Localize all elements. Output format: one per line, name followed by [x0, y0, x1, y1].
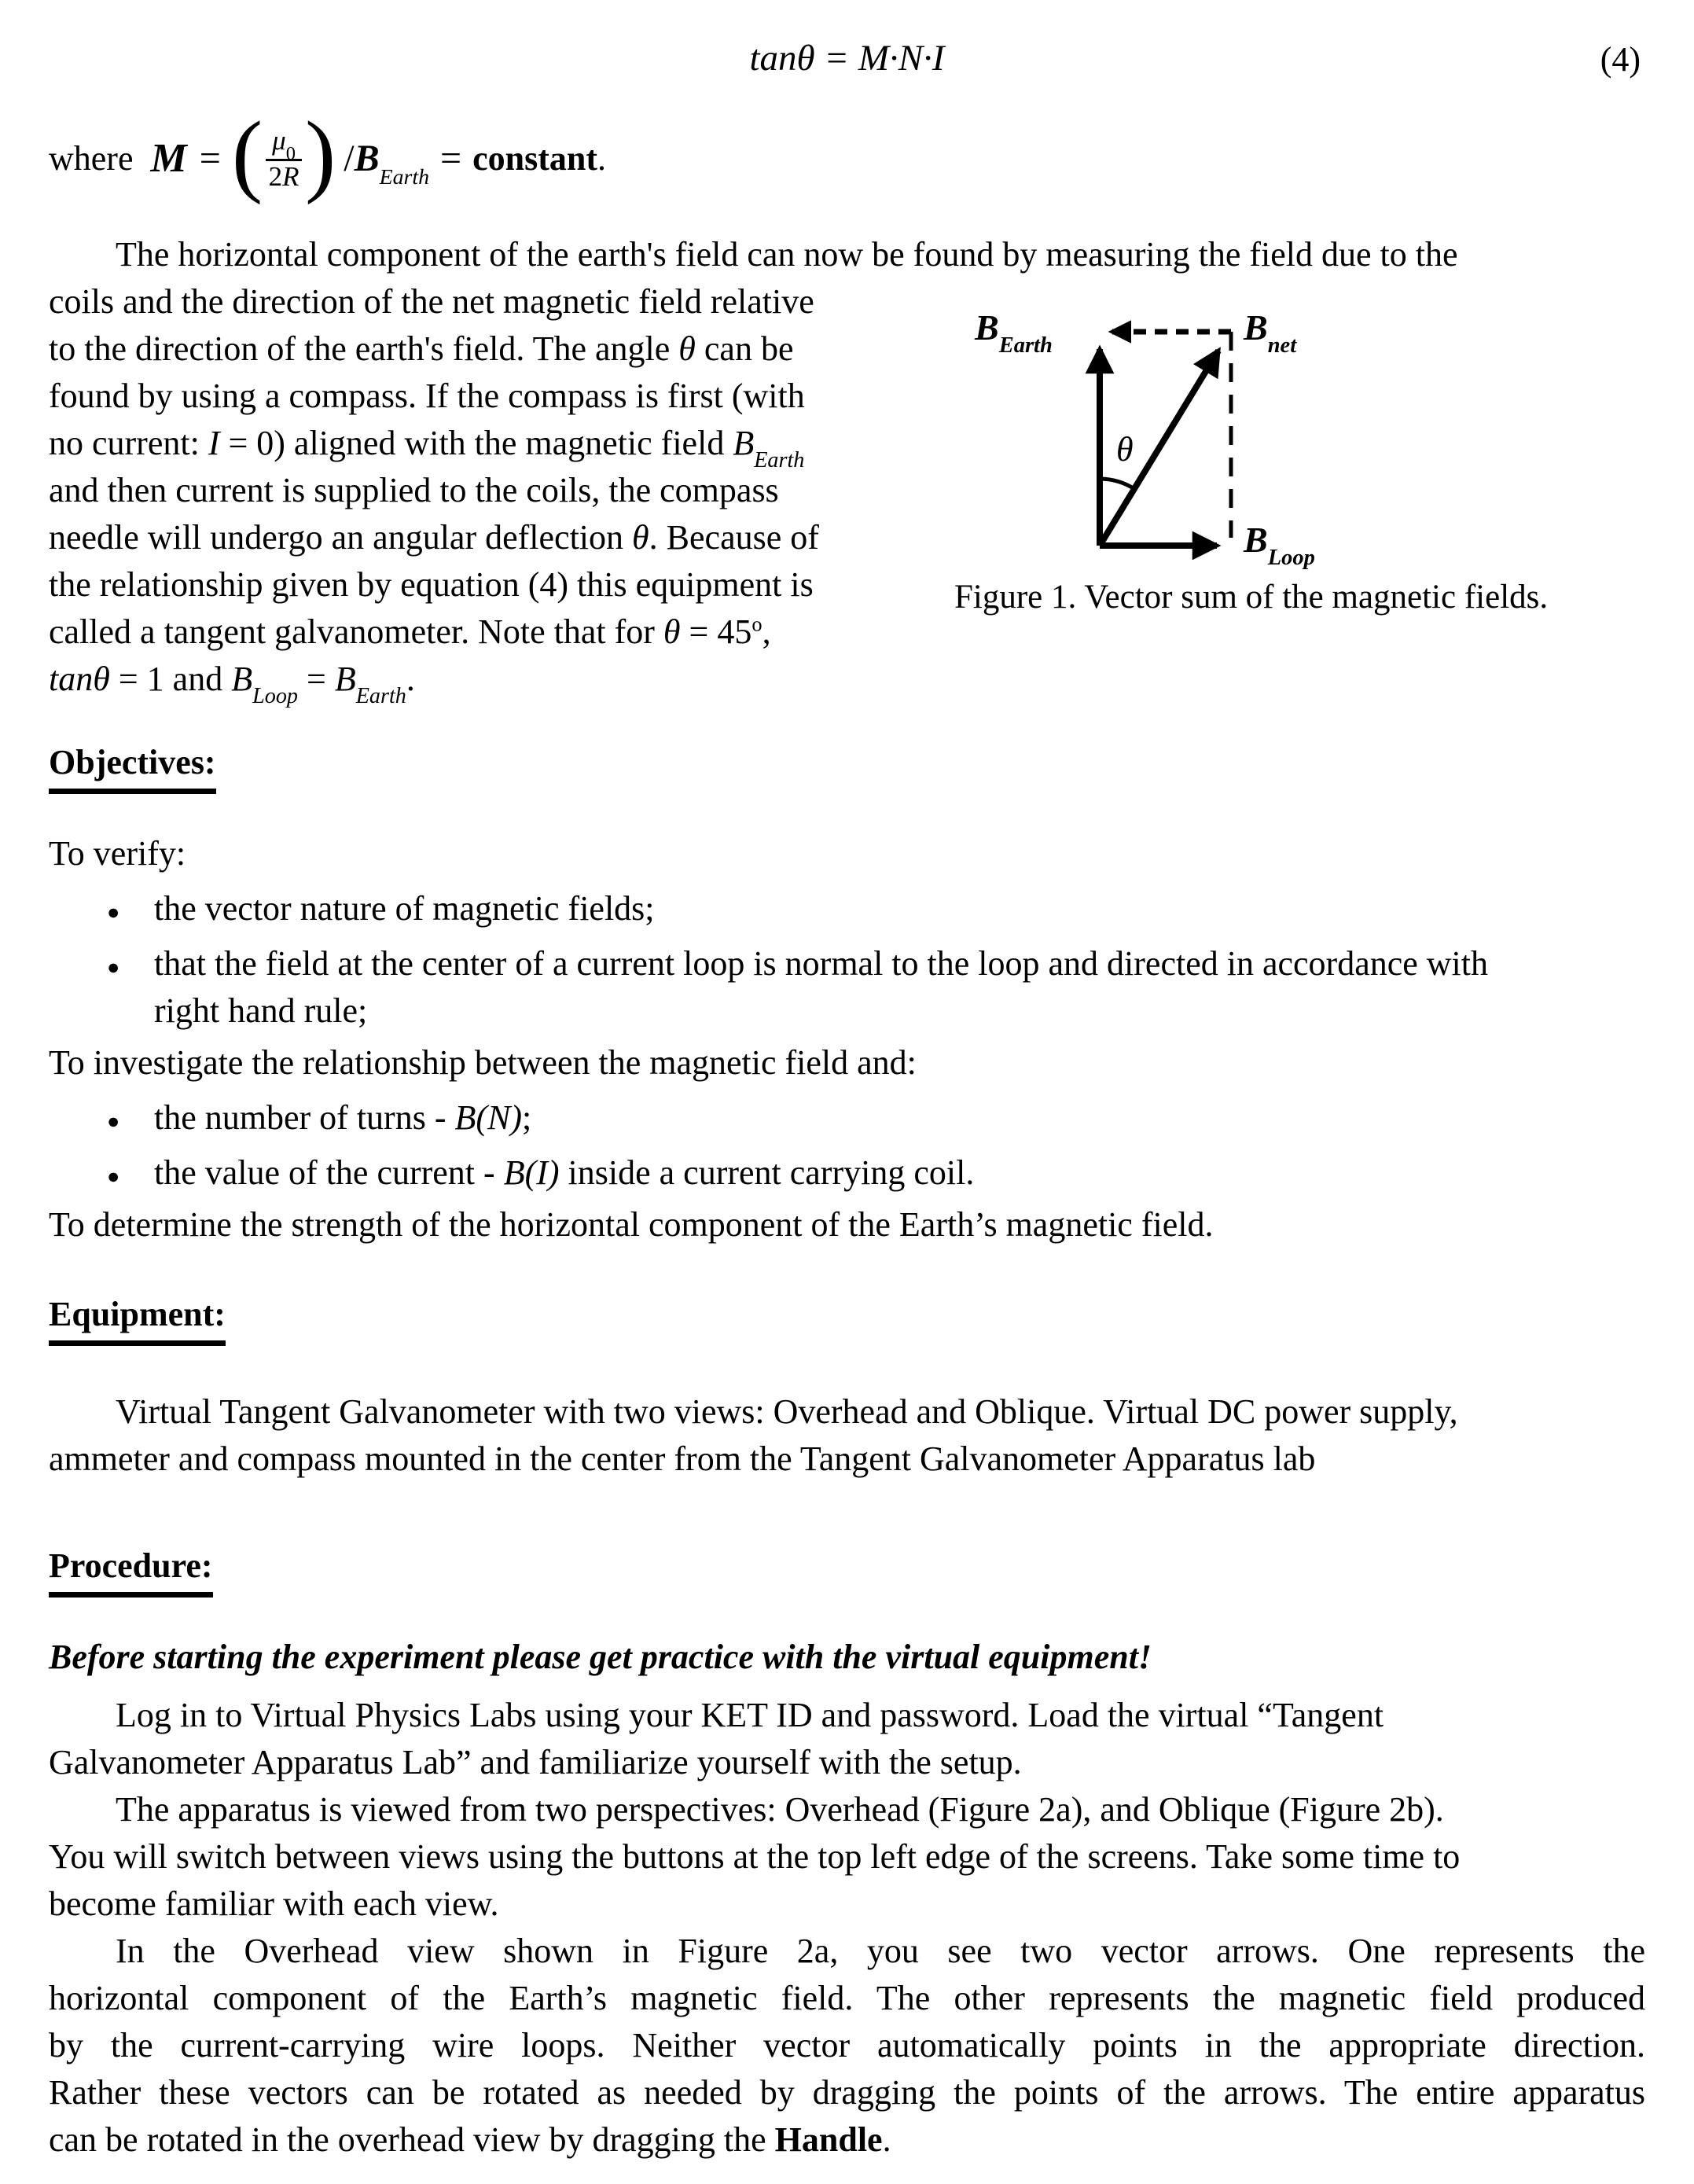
equation-line	[49, 35, 1645, 82]
paragraph-and-figure-row	[49, 278, 1645, 708]
list-item	[49, 885, 1645, 932]
text-line: called a tangent galvanometer. Note that for $\theta = 45^o$,	[49, 612, 771, 651]
equipment-paragraph	[49, 1388, 1645, 1483]
constant-label: constant.	[472, 139, 606, 178]
overhead-paragraph	[49, 1928, 1645, 2164]
text-line: Galvanometer Apparatus Lab” and familiarize yourself with the setup.	[49, 1743, 1022, 1781]
text-line: ammeter and compass mounted in the center from the Tangent Galvanometer Apparatus lab	[49, 1439, 1316, 1478]
login-paragraph	[49, 1692, 1645, 1786]
text-line: tanθ = 1 and $B_{Loop} = B_{Earth}$.	[49, 660, 415, 708]
close-paren: )	[304, 102, 336, 205]
text-line: no current: I = 0) aligned with the magnetic field $B_{Earth}$	[49, 424, 805, 472]
text-line: coils and the direction of the net magnetic field relative	[49, 282, 814, 321]
figure-caption: Figure 1. Vector sum of the magnetic fields.	[954, 579, 1549, 616]
where-definition-line	[49, 102, 1645, 212]
equals-sign: =	[440, 138, 462, 179]
theta-label: θ	[1116, 430, 1134, 469]
equipment-heading: Equipment:	[49, 1291, 1645, 1346]
paragraph-text-column	[49, 278, 920, 708]
b-net-label: $B_{net}$	[1244, 307, 1297, 358]
views-paragraph	[49, 1786, 1645, 1928]
bullet-text-continued: right hand rule;	[154, 991, 368, 1030]
to-verify-line: To verify:	[49, 834, 186, 873]
bullet-text: ● that the field at the center of a current loop is normal to the loop and directed in accordance with	[154, 944, 1489, 983]
text-line: and then current is supplied to the coils, the compass	[49, 471, 779, 509]
bullet-text: ● the value of the current - B(I) inside a current carrying coil.	[154, 1153, 975, 1192]
paragraph-intro-line: The horizontal component of the earth's field can now be found by measuring the field due to the	[116, 235, 1458, 274]
text-line: horizontal component of the Earth’s magnetic field. The other represents the magnetic field produced	[49, 1979, 1645, 2017]
equation-number: (4)	[1600, 40, 1641, 79]
text-line: by the current-carrying wire loops. Neither vector automatically points in the appropriate direction.	[49, 2026, 1645, 2065]
bullet-text: ● the number of turns - B(N);	[154, 1098, 532, 1137]
list-item	[49, 940, 1645, 1035]
figure-1	[954, 286, 1549, 621]
text-line: become familiar with each view.	[49, 1884, 499, 1923]
text-line: In the Overhead view shown in Figure 2a, you see two vector arrows. One represents the	[116, 1932, 1645, 1970]
text-line: to the direction of the earth's field. The angle θ can be	[49, 329, 794, 368]
equation-text: tanθ = M·N·I	[749, 38, 945, 79]
text-line: found by using a compass. If the compass is first (with	[49, 377, 805, 415]
procedure-heading: Procedure:	[49, 1542, 1645, 1598]
text-line: Virtual Tangent Galvanometer with two views: Overhead and Oblique. Virtual DC power supply,	[116, 1392, 1458, 1431]
bullet-text: ● the vector nature of magnetic fields;	[154, 889, 655, 928]
text-line: the relationship given by equation (4) this equipment is	[49, 565, 814, 604]
theta-arc	[1100, 479, 1136, 490]
fraction-numerator: $\mu_0$	[266, 125, 302, 161]
text-line: You will switch between views using the buttons at the top left edge of the screens. Take some time to	[49, 1837, 1461, 1876]
to-determine-line: To determine the strength of the horizontal component of the Earth’s magnetic field.	[49, 1205, 1214, 1244]
to-investigate-line: To investigate the relationship between the magnetic field and:	[49, 1043, 917, 1082]
list-item	[49, 1094, 1645, 1142]
b-earth-label: $B_{Earth}$	[975, 307, 1053, 358]
b-earth-term: $/B_{Earth}$	[344, 138, 429, 189]
text-line: Rather these vectors can be rotated as needed by dragging the points of the arrows. The entire apparatus	[49, 2073, 1645, 2112]
objectives-heading: Objectives:	[49, 739, 1645, 794]
text-line: Log in to Virtual Physics Labs using your KET ID and password. Load the virtual “Tangent	[116, 1696, 1384, 1734]
practice-note: Before starting the experiment please get practice with the virtual equipment!	[49, 1638, 1152, 1676]
variable-m: M	[150, 136, 187, 181]
fraction-denominator: 2R	[268, 161, 299, 192]
list-item	[49, 1149, 1645, 1197]
where-label: where	[49, 139, 134, 178]
fraction-mu0-over-2R	[266, 125, 302, 193]
open-paren: (	[231, 102, 263, 205]
text-line: can be rotated in the overhead view by dragging the Handle.	[49, 2120, 891, 2159]
vector-diagram	[954, 286, 1363, 571]
equals-sign: =	[199, 138, 221, 179]
text-line: needle will undergo an angular deflection θ. Because of	[49, 518, 819, 557]
b-loop-label: $B_{Loop}$	[1244, 520, 1315, 571]
text-line: The apparatus is viewed from two perspectives: Overhead (Figure 2a), and Oblique (Figure 2b).	[116, 1790, 1444, 1829]
